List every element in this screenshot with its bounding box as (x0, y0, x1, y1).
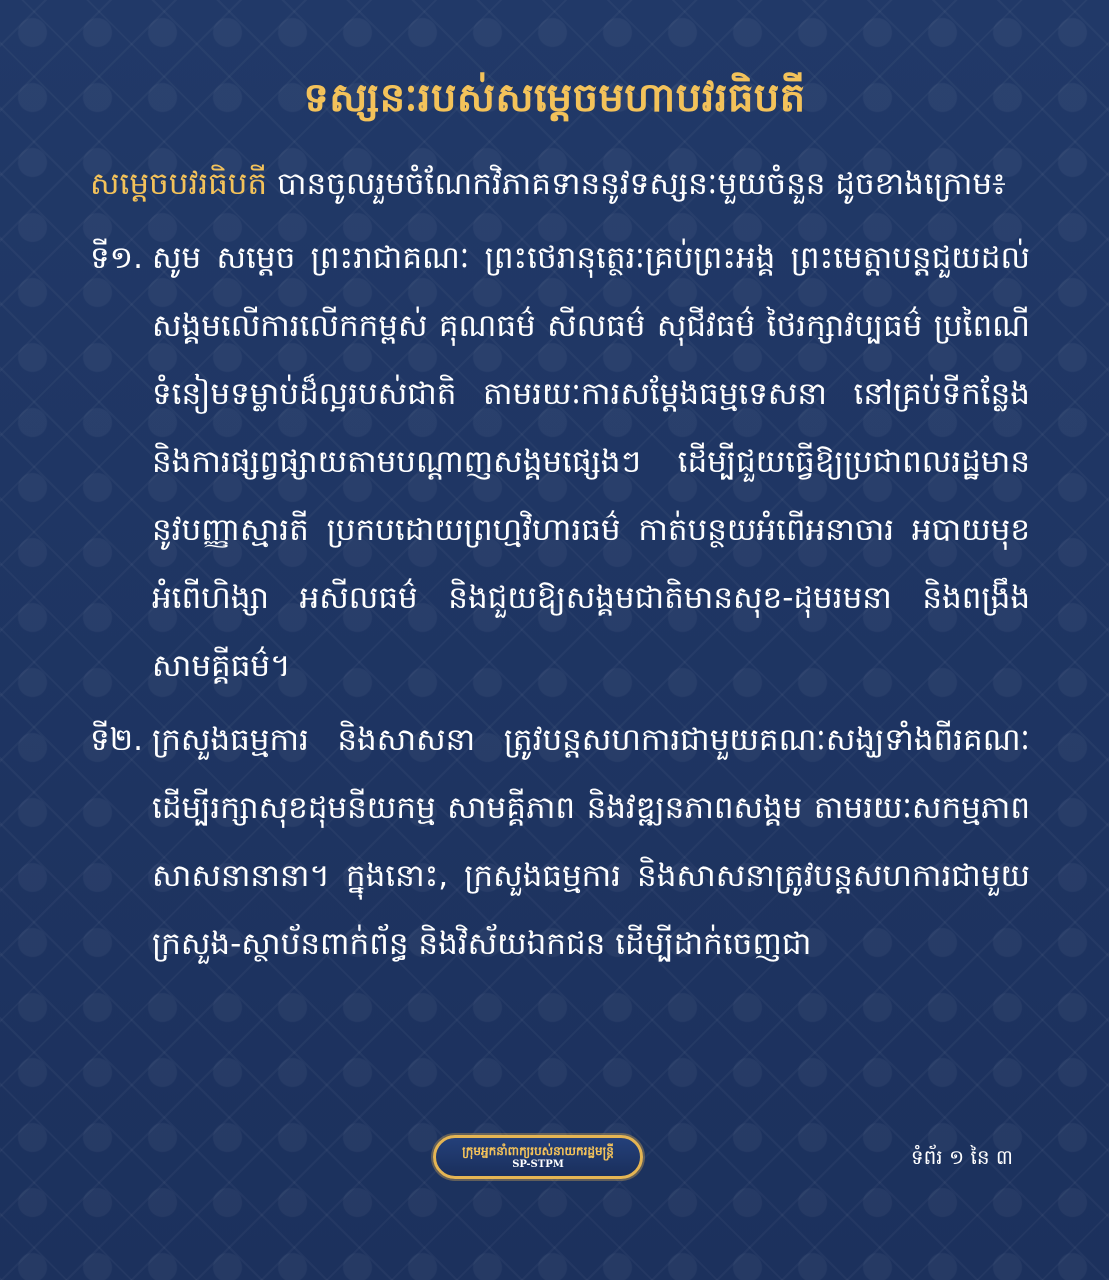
item-text: សូម សម្តេច ព្រះរាជាគណៈ ព្រះថេរានុត្ថេរៈគ្រប់ព្រះអង្គ ព្រះមេត្តាបន្តជួយដល់សង្គមលើការលើកកម្ពស់ គុណធម៌ សីលធម៌ សុជីវធម៌ ថៃរក្សាវប្បធម៌ ប្រពៃណីទំនៀមទម្លាប់ដ៏ល្អរបស់ជាតិ តាមរយៈការសម្តែងធម្មទេសនា នៅគ្រប់ទីកន្លែង និងការផ្សព្វផ្សាយតាមបណ្តាញសង្គមផ្សេងៗ ដើម្បីជួយធ្វើឱ្យប្រជាពលរដ្ឋមាននូវបញ្ញាស្មារតី ប្រកបដោយព្រហ្មវិហារធម៌ កាត់បន្ថយអំពើអនាចារ អបាយមុខ អំពើហិង្សា អសីលធម៌ និងជួយឱ្យសង្គមជាតិមានសុខ-ដុមរមនា និងពង្រឹងសាមគ្គីធម៌។ (152, 240, 1030, 684)
intro-text: បានចូលរួមចំណែកវិភាគទាននូវទស្សនៈមួយចំនួន ដូចខាងក្រោម៖ (267, 166, 1006, 202)
list-item-2 (90, 706, 1030, 978)
item-text: ក្រសួងធម្មការ និងសាសនា ត្រូវបន្តសហការជាមួយគណៈសង្ឃទាំងពីរគណៈ ដើម្បីរក្សាសុខដុមនីយកម្ម សាមគ្គីភាព និងវឌ្ឍនភាពសង្គម តាមរយៈសកម្មភាពសាសនានានា។ ក្នុងនោះ, ក្រសួងធម្មការ និងសាសនាត្រូវបន្តសហការជាមួយក្រសួង-ស្ថាប័នពាក់ព័ន្ធ និងវិស័យឯកជន ដើម្បីដាក់ចេញជា (152, 722, 1030, 962)
item-number: ទី២. (90, 722, 143, 758)
spokesperson-badge-logo (433, 1135, 643, 1179)
item-number: ទី១. (90, 240, 143, 276)
badge-line-latin: SP-STPM (512, 1158, 564, 1170)
intro-lead: សម្តេចបវរធិបតី (90, 166, 268, 202)
page-title: ទស្សនៈរបស់សម្តេចមហាបវរធិបតី (303, 75, 806, 121)
page-indicator: ទំព័រ ១ នៃ ៣ (910, 1145, 1013, 1169)
badge-line-khmer: ក្រុមអ្នកនាំពាក្យរបស់នាយករដ្ឋមន្ត្រី (462, 1143, 614, 1158)
document-body (90, 150, 1030, 978)
list-item-1 (90, 224, 1030, 700)
intro-paragraph (90, 150, 1030, 218)
